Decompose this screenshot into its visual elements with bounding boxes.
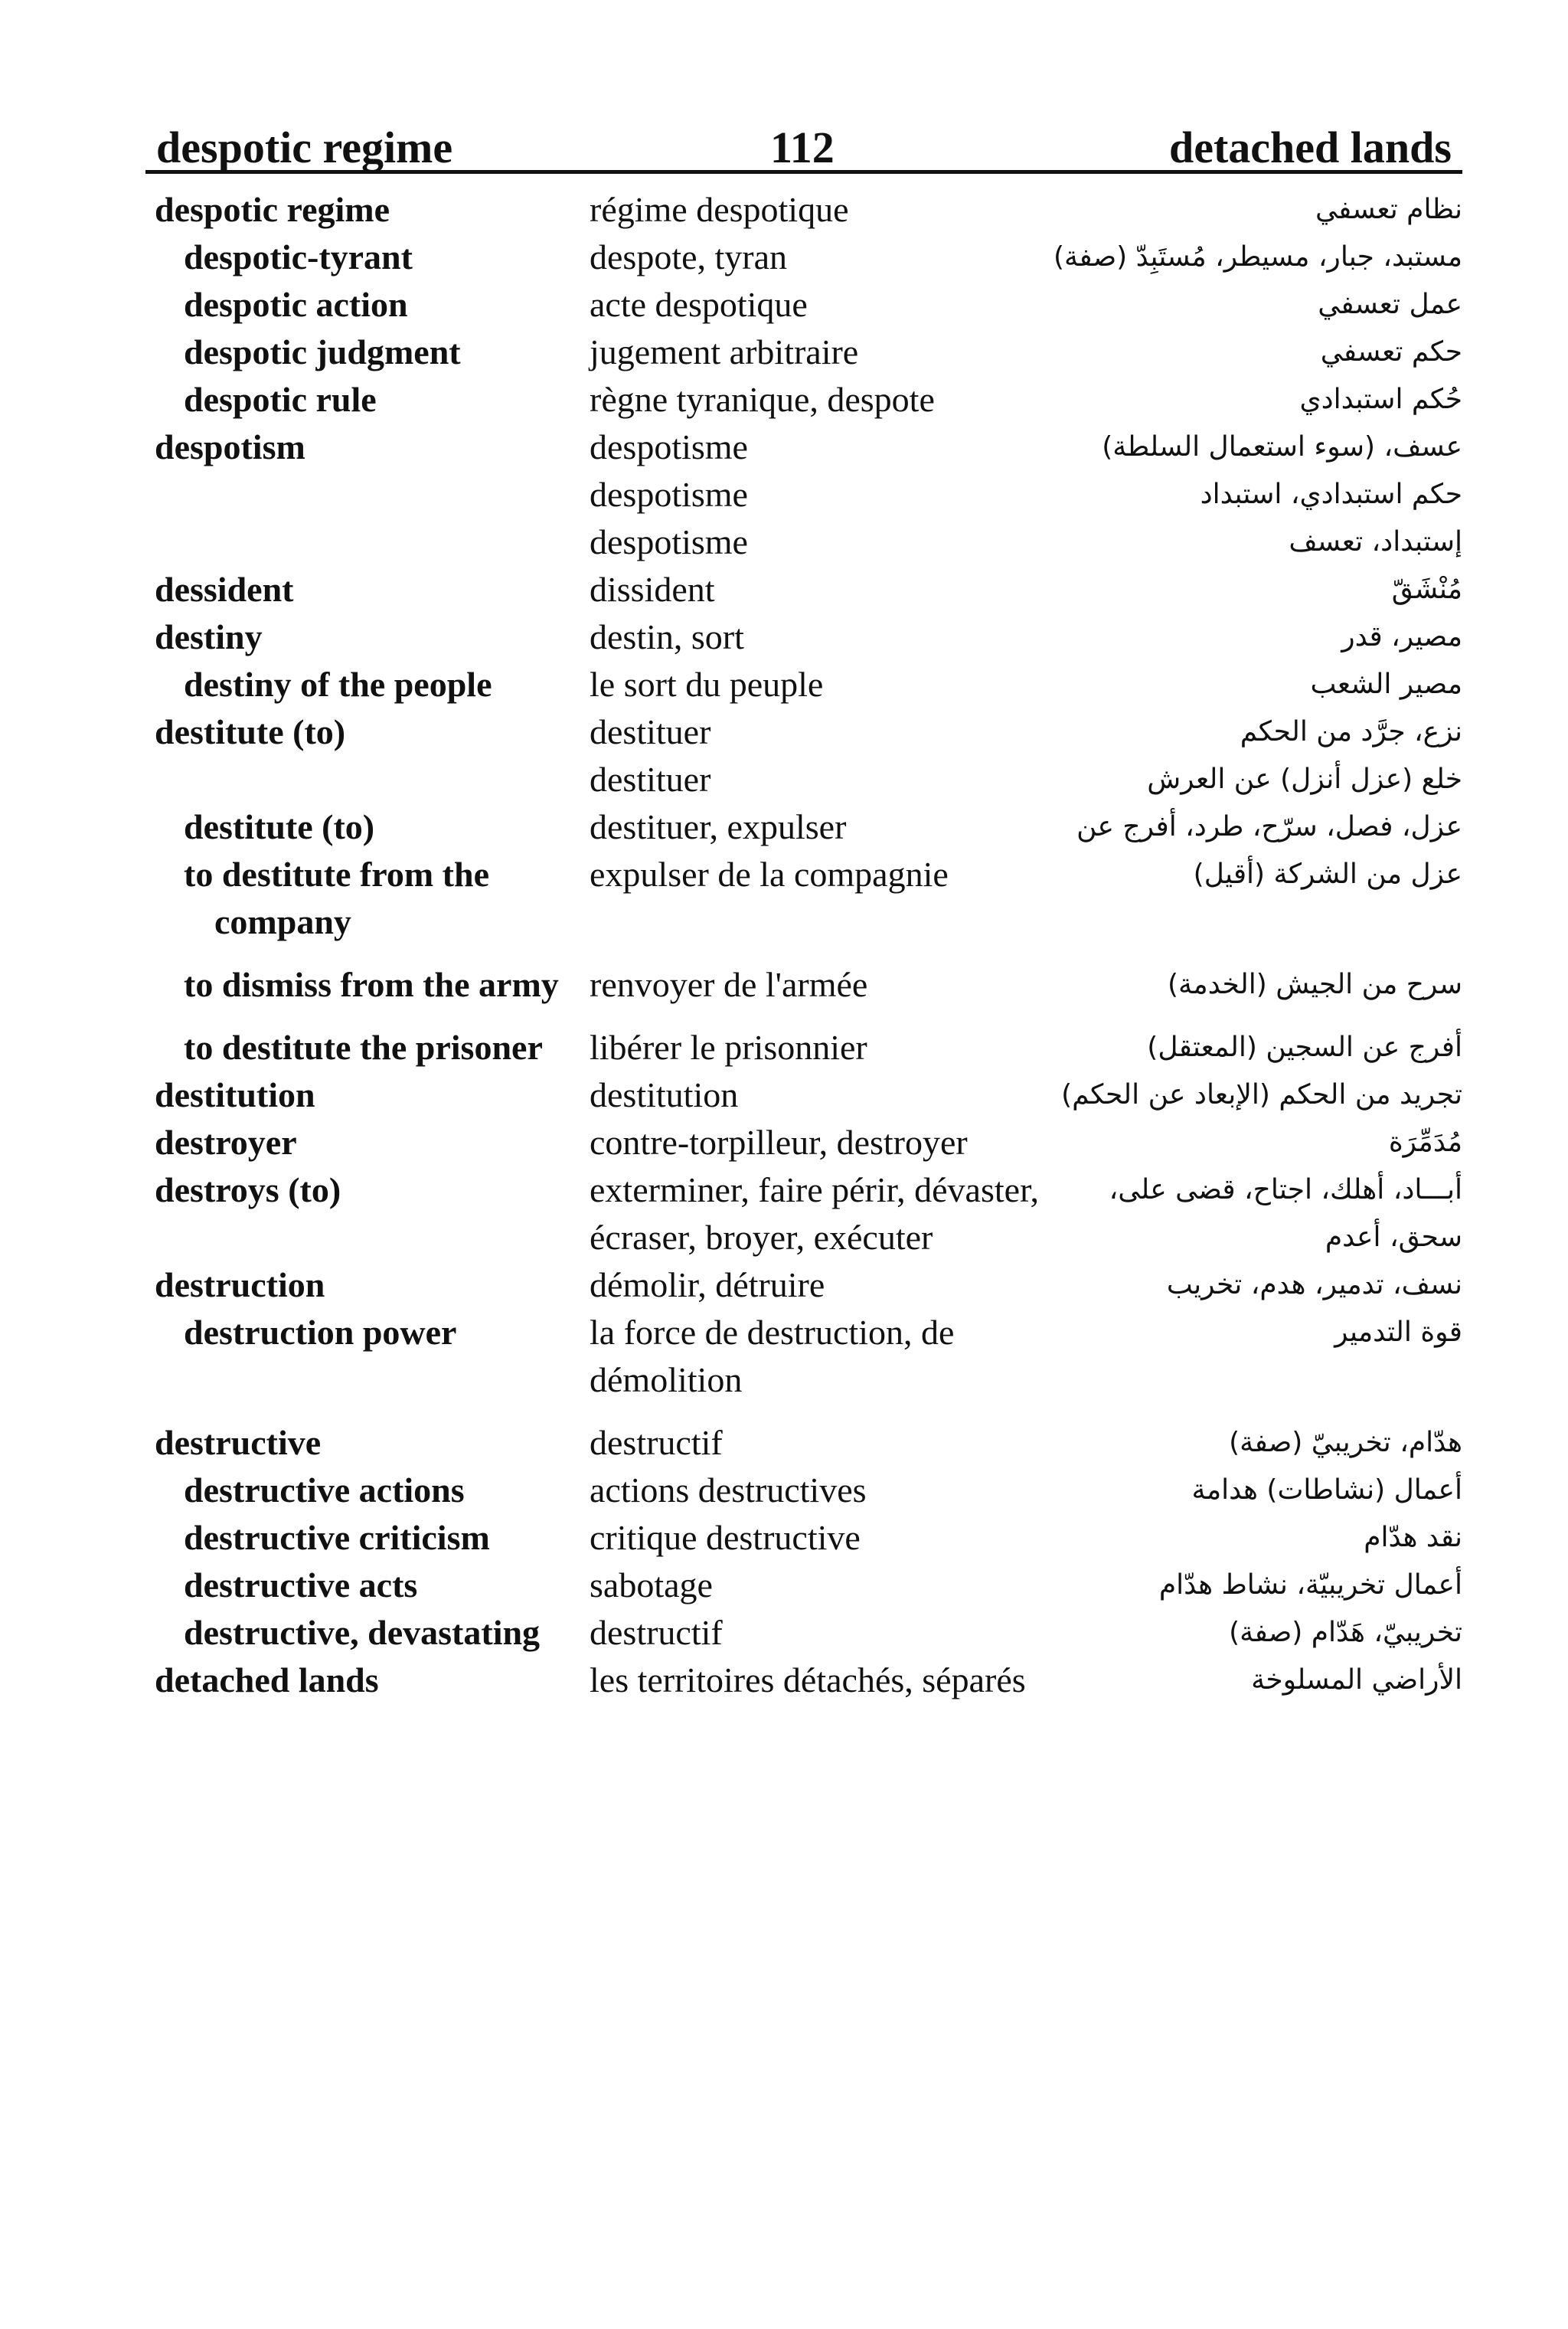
french-term: expulser de la compagnie — [590, 855, 949, 894]
english-term — [145, 471, 590, 518]
entry-row — [145, 1514, 1462, 1562]
entry-row — [145, 186, 1462, 234]
arabic-term: أبـــاد، أهلك، اجتاح، قضى على، سحق، أعدم — [1109, 1174, 1462, 1253]
french-term: exterminer, faire périr, dévaster, écraser, broyer, exécuter — [590, 1170, 1040, 1257]
arabic-term: نسف، تدمير، هدم، تخريب — [1166, 1269, 1462, 1300]
arabic-term: عمل تعسفي — [1318, 289, 1462, 320]
arabic-term: نزع، جرَّد من الحكم — [1240, 716, 1462, 747]
french-term: acte despotique — [590, 285, 808, 324]
entry-row — [145, 661, 1462, 708]
french-term: sabotage — [590, 1565, 713, 1604]
arabic-term: حكم استبدادي، استبداد — [1200, 479, 1462, 510]
entry-list — [145, 186, 1462, 1704]
french-term: démolir, détruire — [590, 1265, 825, 1304]
entry-row — [145, 1467, 1462, 1514]
english-term: dessident — [155, 570, 294, 609]
entry-row — [145, 1119, 1462, 1166]
entry-row — [145, 961, 1462, 1009]
arabic-term: مصير الشعب — [1310, 669, 1462, 700]
arabic-term: عزل، فصل، سرّح، طرد، أفرج عن — [1076, 811, 1462, 842]
french-term: destituer — [590, 712, 711, 751]
arabic-term: حُكم استبدادي — [1299, 384, 1462, 415]
french-term: destituer, expulser — [590, 807, 847, 846]
english-term: despotic rule — [184, 380, 377, 419]
entry-row — [145, 1609, 1462, 1657]
english-term: destructive criticism — [184, 1518, 490, 1557]
english-term: destructive — [155, 1423, 322, 1462]
arabic-term: مُنْشَقّ — [1391, 574, 1462, 605]
header-first-entry: despotic regime — [156, 123, 453, 172]
english-term: despotic-tyrant — [184, 237, 413, 276]
english-term — [145, 518, 590, 566]
arabic-term: أفرج عن السجين (المعتقل) — [1147, 1032, 1462, 1063]
entry-row — [145, 1657, 1462, 1704]
entry-row — [145, 1024, 1462, 1071]
arabic-term: الأراضي المسلوخة — [1251, 1664, 1462, 1696]
arabic-term: أعمال تخريبيّة، نشاط هدّام — [1158, 1569, 1462, 1601]
arabic-term: تخريبيّ، هَدّام (صفة) — [1229, 1617, 1462, 1648]
french-term: destin, sort — [590, 617, 744, 656]
english-term: destitute (to) — [184, 807, 375, 846]
arabic-term: سرح من الجيش (الخدمة) — [1167, 969, 1462, 1000]
arabic-term: خلع (عزل أنزل) عن العرش — [1147, 764, 1462, 795]
english-term: destructive, devastating — [184, 1613, 541, 1652]
arabic-term: تجريد من الحكم (الإبعاد عن الحكم) — [1061, 1079, 1462, 1111]
french-term: destructif — [590, 1423, 723, 1462]
entry-row — [145, 708, 1462, 756]
arabic-term: مُدَمِّرَة — [1388, 1127, 1462, 1158]
english-term: destiny — [155, 617, 263, 656]
french-term: destituer — [590, 760, 711, 799]
french-term: le sort du peuple — [590, 665, 824, 704]
arabic-term: عسف، (سوء استعمال السلطة) — [1102, 431, 1462, 463]
arabic-term: إستبداد، تعسف — [1289, 526, 1462, 558]
english-term: despotism — [155, 427, 305, 466]
entry-row — [145, 376, 1462, 424]
french-term: destitution — [590, 1075, 739, 1114]
french-term: renvoyer de l'armée — [590, 965, 868, 1004]
entry-row — [145, 851, 1462, 946]
dictionary-page — [145, 107, 1462, 1704]
arabic-term: هدّام، تخريبيّ (صفة) — [1229, 1427, 1462, 1458]
english-term: destroyer — [155, 1123, 297, 1162]
entry-row — [145, 1166, 1462, 1261]
entry-row — [145, 803, 1462, 851]
entry-row — [145, 1071, 1462, 1119]
french-term: despotisme — [590, 522, 748, 561]
entry-row — [145, 1562, 1462, 1609]
english-term: destroys (to) — [155, 1170, 341, 1209]
english-term: destitute (to) — [155, 712, 346, 751]
english-term — [145, 756, 590, 803]
french-term: régime despotique — [590, 190, 849, 229]
arabic-term: عزل من الشركة (أقيل) — [1193, 859, 1462, 890]
english-term: destructive actions — [184, 1470, 465, 1510]
french-term: les territoires détachés, séparés — [590, 1660, 1026, 1699]
english-term: detached lands — [155, 1660, 379, 1699]
english-term: to destitute from the company — [184, 855, 489, 941]
french-term: contre-torpilleur, destroyer — [590, 1123, 968, 1162]
english-term: to destitute the prisoner — [184, 1028, 543, 1067]
arabic-term: قوة التدمير — [1334, 1317, 1462, 1348]
arabic-term: حكم تعسفي — [1320, 336, 1462, 368]
header-last-entry: detached lands — [1168, 123, 1452, 172]
english-term: destiny of the people — [184, 665, 492, 704]
english-term: despotic action — [184, 285, 408, 324]
entry-row — [145, 234, 1462, 281]
french-term: dissident — [590, 570, 715, 609]
entry-row — [145, 329, 1462, 376]
entry-row — [145, 566, 1462, 613]
french-term: la force de destruction, de démolition — [590, 1313, 955, 1399]
english-term: to dismiss from the army — [184, 965, 559, 1004]
arabic-term: أعمال (نشاطات) هدامة — [1191, 1474, 1462, 1506]
entry-row — [145, 756, 1462, 803]
entry-row — [145, 281, 1462, 329]
entry-row — [145, 1261, 1462, 1309]
entry-row — [145, 518, 1462, 566]
french-term: critique destructive — [590, 1518, 861, 1557]
french-term: despotisme — [590, 427, 748, 466]
english-term: destructive acts — [184, 1565, 418, 1604]
arabic-term: نظام تعسفي — [1315, 194, 1462, 225]
arabic-term: مستبد، جبار، مسيطر، مُستَبِدّ (صفة) — [1054, 241, 1462, 273]
english-term: despotic regime — [155, 190, 390, 229]
french-term: libérer le prisonnier — [590, 1028, 867, 1067]
page-header — [145, 107, 1462, 174]
english-term: destruction — [155, 1265, 325, 1304]
entry-row — [145, 613, 1462, 661]
arabic-term: نقد هدّام — [1364, 1522, 1462, 1553]
english-term: destitution — [155, 1075, 315, 1114]
entry-row — [145, 471, 1462, 518]
arabic-term: مصير، قدر — [1341, 621, 1462, 653]
french-term: actions destructives — [590, 1470, 867, 1510]
french-term: jugement arbitraire — [590, 332, 859, 371]
french-term: destructif — [590, 1613, 723, 1652]
french-term: despote, tyran — [590, 237, 788, 276]
french-term: despotisme — [590, 475, 748, 514]
french-term: règne tyranique, despote — [590, 380, 935, 419]
entry-row — [145, 1419, 1462, 1467]
page-number: 112 — [770, 123, 835, 172]
entry-row — [145, 424, 1462, 471]
english-term: destruction power — [184, 1313, 457, 1352]
entry-row — [145, 1309, 1462, 1404]
english-term: despotic judgment — [184, 332, 461, 371]
